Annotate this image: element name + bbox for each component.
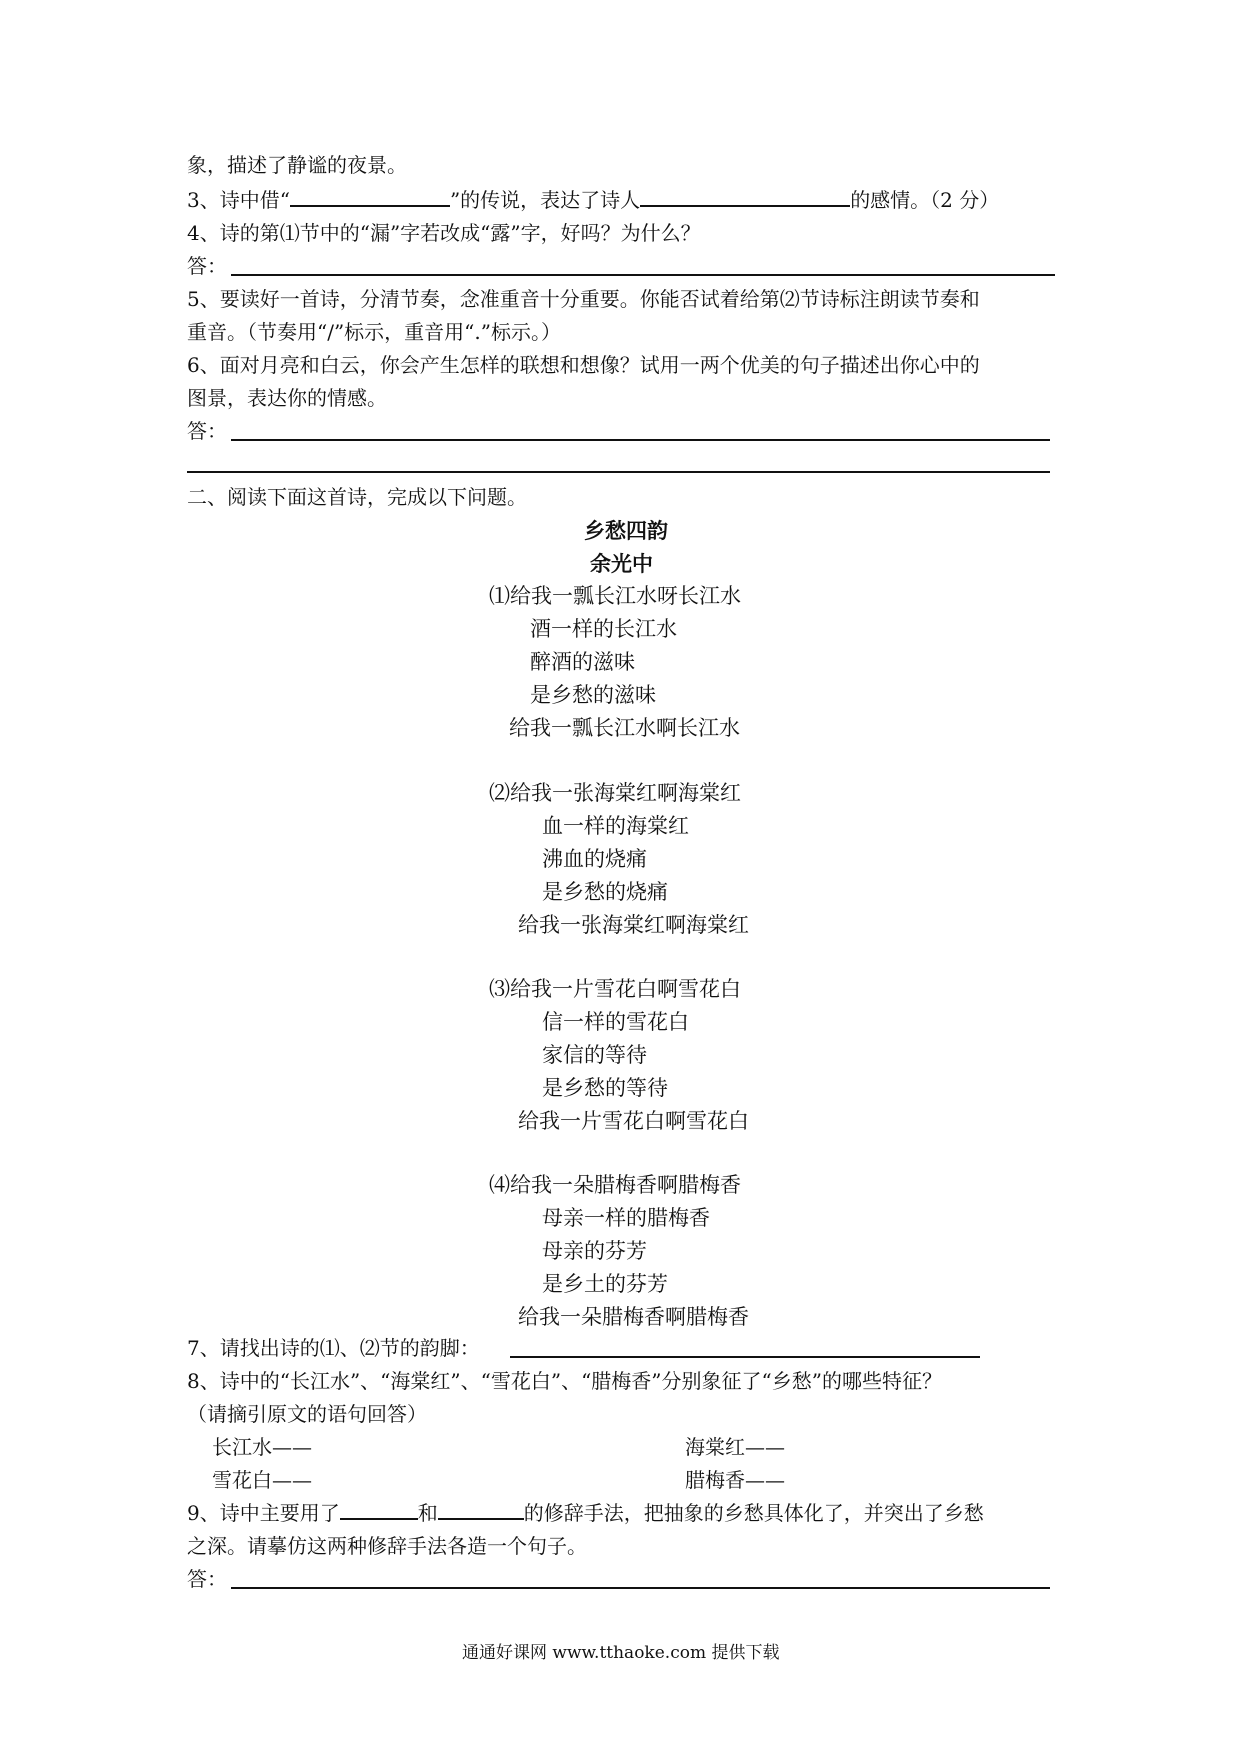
question-4-answer-label: 答： [187,254,227,278]
poem-line: 是乡愁的滋味 [530,683,656,707]
question-9-line-1 [187,1500,984,1526]
poem-line: 是乡愁的等待 [542,1076,668,1100]
question-3-blank-1[interactable] [290,187,450,207]
poem-line: 血一样的海棠红 [542,814,689,838]
question-3-mid: ”的传说，表达了诗人 [449,188,641,212]
question-9-and: 和 [417,1501,438,1525]
question-8-line-2: （请摘引原文的语句回答） [187,1402,427,1426]
section-2-heading: 二、阅读下面这首诗，完成以下问题。 [187,485,527,509]
poem-line: 是乡愁的烧痛 [542,880,668,904]
poem-line: ⑷给我一朵腊梅香啊腊梅香 [489,1173,741,1197]
poem-line: 给我一朵腊梅香啊腊梅香 [518,1305,749,1329]
poem-line: 沸血的烧痛 [542,847,647,871]
poem-author: 余光中 [590,551,653,576]
question-9-line-2: 之深。请摹仿这两种修辞手法各造一个句子。 [187,1534,587,1558]
question-3-prefix: 3、诗中借“ [187,188,290,212]
poem-line: ⑶给我一片雪花白啊雪花白 [489,977,741,1001]
question-3-suffix: 的感情。（2 分） [850,188,1000,212]
question-5-line-2: 重音。（节奏用“/”标示，重音用“.”标示。） [187,320,561,344]
poem-line: 信一样的雪花白 [542,1010,689,1034]
question-6-line-1: 6、面对月亮和白云，你会产生怎样的联想和想像？试用一两个优美的句子描述出你心中的 [187,353,980,377]
question-9-blank-1[interactable] [340,1500,418,1520]
question-8-answer-haitanghong: 海棠红—— [685,1435,785,1459]
question-8-answer-lameixiang: 腊梅香—— [685,1468,785,1492]
question-3 [187,187,999,213]
question-9-answer-label: 答： [187,1567,227,1591]
poem-line: ⑴给我一瓢长江水呀长江水 [489,584,741,608]
poem-line: 家信的等待 [542,1043,647,1067]
poem-line: ⑵给我一张海棠红啊海棠红 [489,781,741,805]
question-8-line-1: 8、诗中的“长江水”、“海棠红”、“雪花白”、“腊梅香”分别象征了“乡愁”的哪些特征？ [187,1369,942,1393]
question-7: 7、请找出诗的⑴、⑵节的韵脚： [187,1336,480,1360]
poem-line: 母亲的芬芳 [542,1239,647,1263]
poem-title: 乡愁四韵 [584,518,668,543]
question-9-answer-line[interactable] [231,1587,1050,1589]
question-5-line-1: 5、要读好一首诗，分清节奏，念准重音十分重要。你能否试着给第⑵节诗标注朗读节奏和 [187,287,980,311]
poem-line: 给我一瓢长江水啊长江水 [509,716,740,740]
poem-line: 醉酒的滋味 [530,650,635,674]
poem-line: 给我一片雪花白啊雪花白 [518,1109,749,1133]
question-6-answer-line-1[interactable] [231,439,1050,441]
question-6-line-2: 图景，表达你的情感。 [187,386,387,410]
question-6-answer-line-2[interactable] [187,471,1050,473]
question-9-prefix: 9、诗中主要用了 [187,1501,340,1525]
question-6-answer-label: 答： [187,419,227,443]
question-3-blank-2[interactable] [640,187,850,207]
question-4-answer-line[interactable] [231,274,1055,276]
question-8-answer-xuehuabai: 雪花白—— [212,1468,312,1492]
poem-line: 是乡土的芬芳 [542,1272,668,1296]
poem-line: 给我一张海棠红啊海棠红 [518,913,749,937]
poem-line: 母亲一样的腊梅香 [542,1206,710,1230]
question-9-blank-2[interactable] [438,1500,524,1520]
question-8-answer-changjiangshui: 长江水—— [212,1435,312,1459]
question-intro-tail: 象，描述了静谧的夜景。 [187,153,407,177]
poem-line: 酒一样的长江水 [530,617,677,641]
question-7-answer-line[interactable] [510,1356,980,1358]
footer-text: 通通好课网 www.tthaoke.com 提供下载 [462,1643,780,1663]
question-4: 4、诗的第⑴节中的“漏”字若改成“露”字，好吗？为什么？ [187,221,701,245]
question-9-suffix: 的修辞手法，把抽象的乡愁具体化了，并突出了乡愁 [523,1501,984,1525]
